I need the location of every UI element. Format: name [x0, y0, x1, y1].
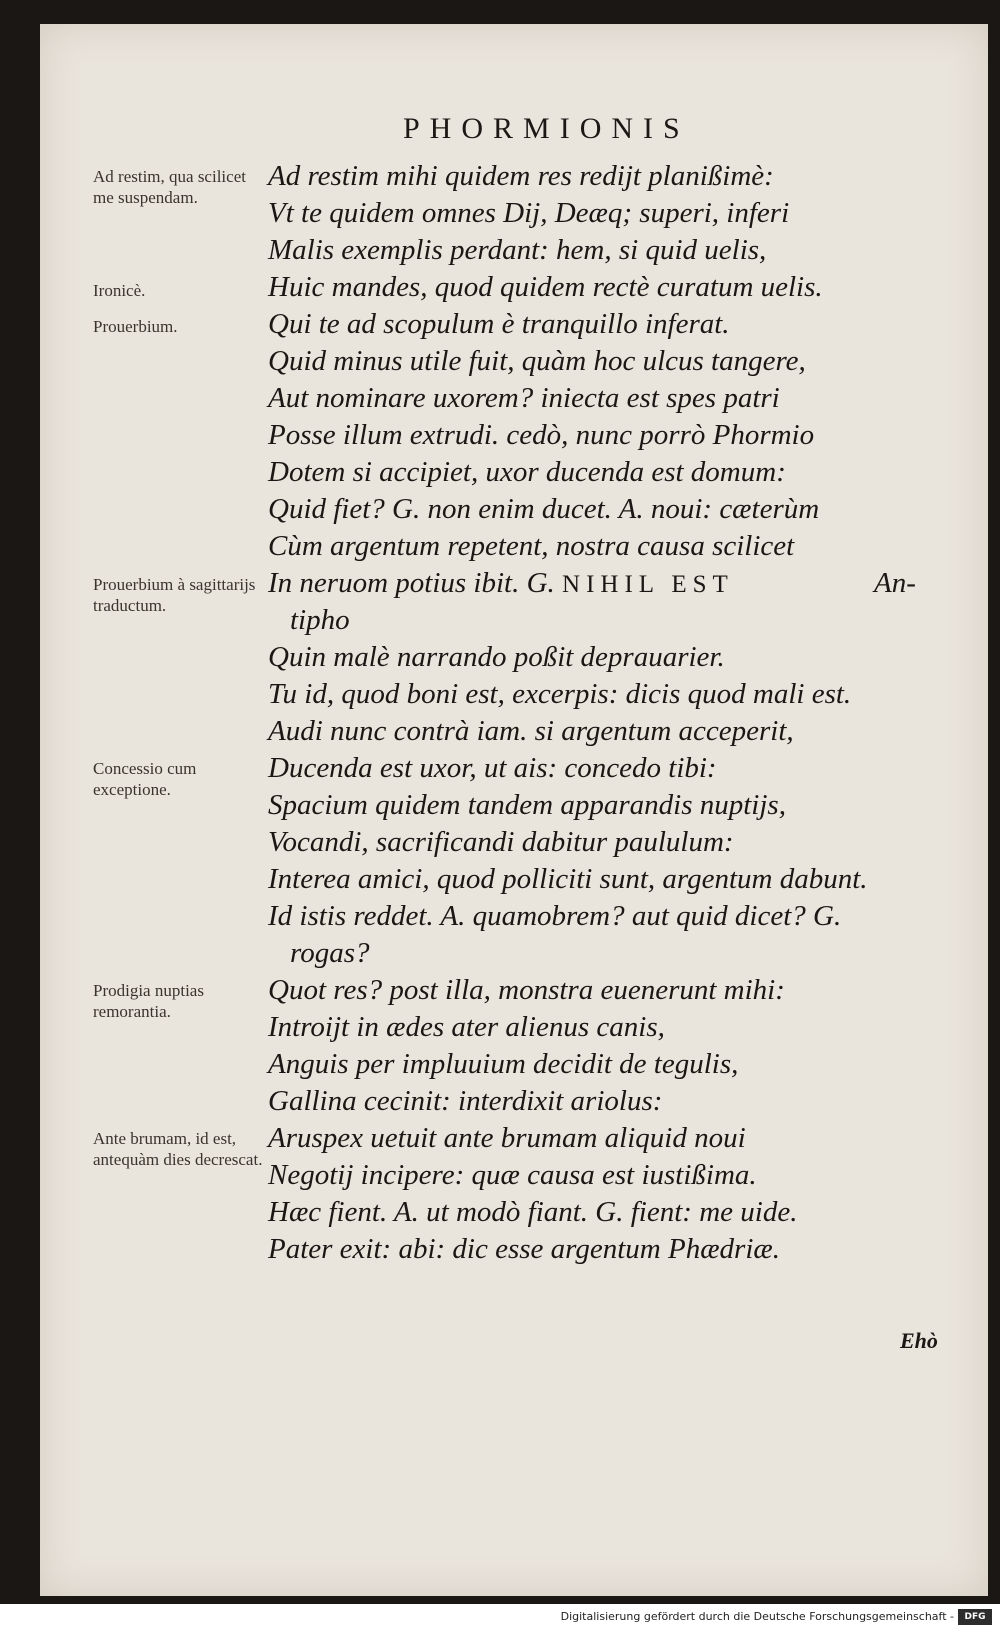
verse-line-21: Id istis reddet. A. quamobrem? aut quid dicet? G.: [268, 900, 842, 932]
verse-line-6: Quid minus utile fuit, quàm hoc ulcus tangere,: [268, 345, 806, 377]
verse-line-12: [268, 567, 734, 600]
verse-line-27: Aruspex uetuit ante brumam aliquid noui: [268, 1122, 746, 1154]
verse-line-18: Spacium quidem tandem apparandis nuptijs,: [268, 789, 786, 821]
verse-line-12-caps: NIHIL EST: [562, 571, 734, 598]
verse-line-22: rogas?: [290, 937, 370, 969]
verse-line-10: Quid fiet? G. non enim ducet. A. noui: cæterùm: [268, 493, 820, 525]
running-header: PHORMIONIS: [403, 112, 690, 145]
footer-bar: [0, 1604, 1000, 1632]
verse-line-29: Hæc fient. A. ut modò fiant. G. fient: me uide.: [268, 1196, 798, 1228]
catchword: Ehò: [900, 1328, 938, 1353]
verse-line-12-start: In neruom potius ibit. G.: [268, 567, 555, 599]
verse-line-24: Introijt in ædes ater alienus canis,: [268, 1011, 665, 1043]
dfg-logo: DFG: [958, 1609, 992, 1625]
verse-line-9: Dotem si accipiet, uxor ducenda est domum:: [268, 456, 786, 488]
margin-note-3: Prouerbium.: [93, 317, 178, 336]
margin-note-5: Concessio cum exceptione.: [93, 759, 197, 799]
footer-credit: Digitalisierung gefördert durch die Deutsche Forschungsgemeinschaft -: [560, 1610, 954, 1623]
verse-line-7: Aut nominare uxorem? iniecta est spes patri: [268, 382, 780, 414]
verse-line-23: Quot res? post illa, monstra euenerunt mihi:: [268, 974, 785, 1006]
verse-line-16: Audi nunc contrà iam. si argentum acceperit,: [268, 715, 794, 747]
margin-note-6: Prodigia nuptias remorantia.: [93, 981, 204, 1021]
verse-line-14: Quin malè narrando poßit deprauarier.: [268, 641, 725, 673]
verse-line-3: Malis exemplis perdant: hem, si quid uelis,: [268, 234, 767, 266]
margin-note-1: Ad restim, qua scilicet me suspendam.: [93, 167, 246, 207]
verse-line-15: Tu id, quod boni est, excerpis: dicis quod mali est.: [268, 678, 852, 710]
verse-line-13: tipho: [290, 604, 350, 636]
verse-line-4: Huic mandes, quod quidem rectè curatum uelis.: [268, 271, 823, 303]
margin-note-2: Ironicè.: [93, 281, 146, 300]
verse-line-8: Posse illum extrudi. cedò, nunc porrò Phormio: [268, 419, 815, 451]
verse-line-30: Pater exit: abi: dic esse argentum Phædriæ.: [268, 1233, 780, 1265]
margin-note-7: Ante brumam, id est, antequàm dies decrescat.: [93, 1129, 263, 1169]
verse-line-12-end: An-: [874, 567, 916, 599]
verse-line-1: Ad restim mihi quidem res redijt planißimè:: [268, 160, 774, 192]
verse-line-20: Interea amici, quod polliciti sunt, argentum dabunt.: [268, 863, 868, 895]
verse-line-5: Qui te ad scopulum è tranquillo inferat.: [268, 308, 730, 340]
verse-line-17: Ducenda est uxor, ut ais: concedo tibi:: [268, 752, 717, 784]
verse-line-26: Gallina cecinit: interdixit ariolus:: [268, 1085, 663, 1117]
verse-line-28: Negotij incipere: quæ causa est iustißima.: [268, 1159, 757, 1191]
verse-line-11: Cùm argentum repetent, nostra causa scilicet: [268, 530, 795, 562]
verse-line-2: Vt te quidem omnes Dij, Deæq; superi, inferi: [268, 197, 790, 229]
verse-line-19: Vocandi, sacrificandi dabitur paululum:: [268, 826, 734, 858]
margin-note-4: Prouerbium à sagittarijs traductum.: [93, 575, 256, 615]
verse-line-25: Anguis per impluuium decidit de tegulis,: [268, 1048, 739, 1080]
